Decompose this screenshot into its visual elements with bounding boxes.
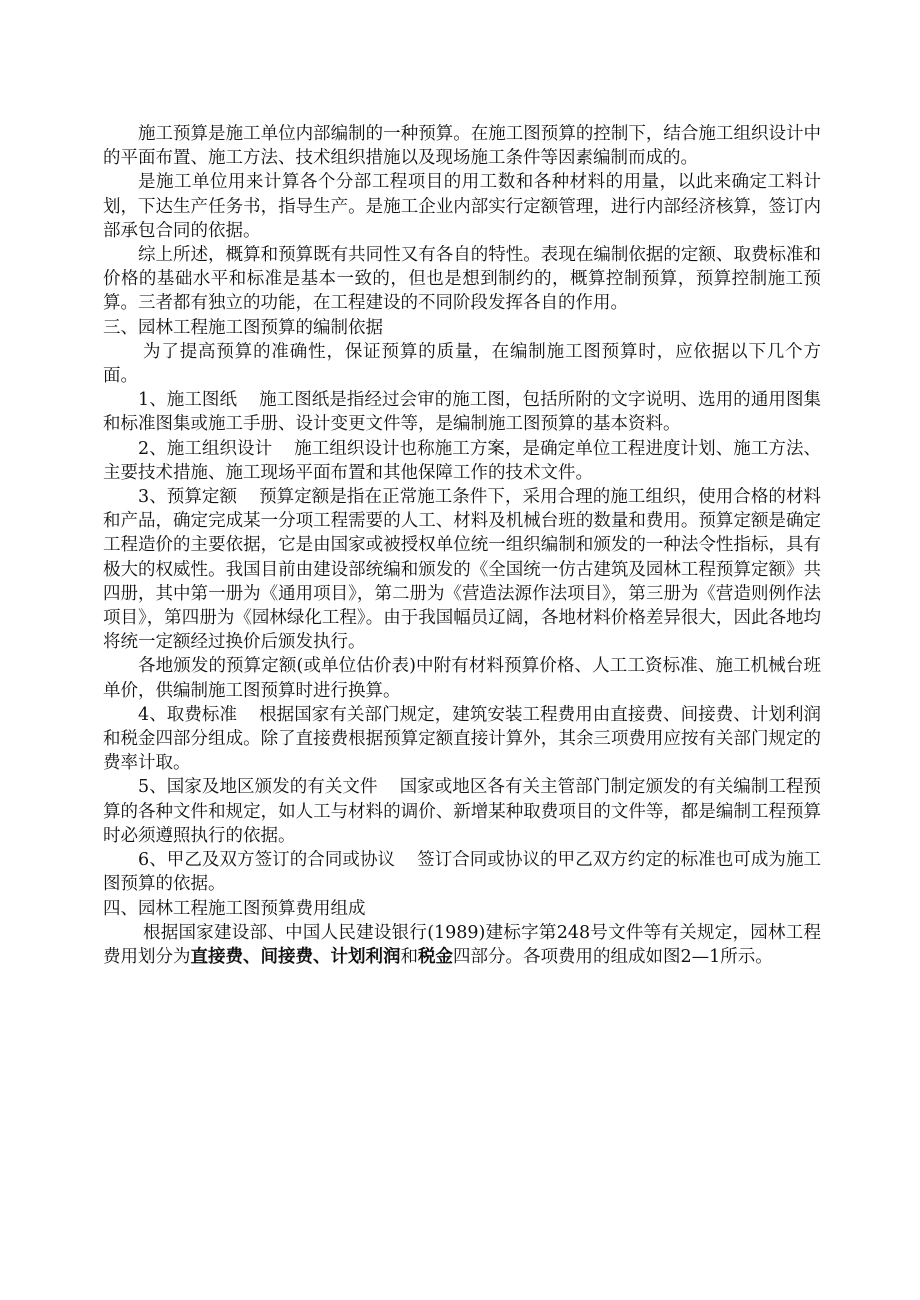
term-direct-cost: 直接费 [190,946,243,967]
list-item-2-text: 施工组织设计也称施工方案，是确定单位工程进度计划、施工方法、主要技术措施、施工现场平面布置和其他保障工作的技术文件。 [103,438,822,483]
list-item-3-text: 预算定额是指在正常施工条件下，采用合理的施工组织，使用合格的材料和产品，确定完成某一分项工程需要的人工、材料及机械台班的数量和费用。预算定额是确定工程造价的主要依据，它是由国家或被授权单位统一组织编制和颁发的一种法令性指标，具有极大的权威性。我国目前由建设部统编和颁发的《全国统一仿古建筑及园林工程预算定额》共四册，其中第一册为《通用项目》，第二册为《营造法源作法项目》，第三册为《营造则例作法项目》，第四册为《园林绿化工程》。由于我国幅员辽阔，各地材料价格差异很大，因此各地均将统一定额经过换价后颁发执行。 [103,487,821,653]
list-item-1-term: 1、施工图纸 [138,390,238,411]
list-item-6 [103,848,821,896]
separator-2: 、 [313,946,331,967]
list-item-5-text: 国家或地区各有关主管部门制定颁发的有关编制工程预算的各种文件和规定，如人工与材料的调价、新增某种取费项目的文件等，都是编制工程预算时必须遵照执行的依据。 [103,777,822,846]
list-item-4 [103,703,821,776]
paragraph-summary: 综上所述，概算和预算既有共同性又有各自的特性。表现在编制依据的定额、取费标准和价格的基础水平和标准是基本一致的，但也是想到制约的，概算控制预算，预算控制施工预算。三者都有独立的功能，在工程建设的不同阶段发挥各自的作用。 [103,245,821,314]
separator-1: 、 [243,946,261,967]
paragraph-construction-budget: 施工预算是施工单位内部编制的一种预算。在施工图预算的控制下，结合施工组织设计中的平面布置、施工方法、技术组织措施以及现场施工条件等因素编制而成的。 [103,124,821,169]
list-item-5-term: 5、国家及地区颁发的有关文件 [138,777,378,798]
list-item-3-term: 3、预算定额 [138,487,238,508]
list-item-1-text: 施工图纸是指经过会审的施工图，包括所附的文字说明、选用的通用图集和标准图集或施工手册、设计变更文件等，是编制施工图预算的基本资料。 [103,390,821,435]
section-heading-4: 四、园林工程施工图预算费用组成 [103,898,366,919]
term-planned-profit: 计划利润 [330,946,401,967]
paragraph-basis-intro: 为了提高预算的准确性，保证预算的质量，在编制施工图预算时，应依据以下几个方面。 [103,341,821,387]
paragraph-cost-composition [103,921,821,969]
list-item-4-term: 4、取费标准 [138,704,238,725]
list-item-5 [103,775,821,848]
conjunction-and: 和 [400,946,418,967]
cost-composition-lead: 根据国家建设部、中国人民建设银行(1989)建标字第248号文件等有关规定，园林工程费用划分为 [103,922,821,967]
list-item-3 [103,485,821,654]
list-item-1 [103,388,821,436]
term-tax: 税金 [418,946,453,967]
paragraph-local-quota: 各地颁发的预算定额(或单位估价表)中附有材料预算价格、人工工资标准、施工机械台班单价，供编制施工图预算时进行换算。 [103,656,821,701]
list-item-2 [103,437,821,485]
cost-composition-tail: 四部分。各项费用的组成如图2—1所示。 [453,946,773,967]
list-item-4-text: 根据国家有关部门规定，建筑安装工程费用由直接费、间接费、计划利润和税金四部分组成。除了直接费根据预算定额直接计算外，其余三项费用应按有关部门规定的费率计取。 [103,704,821,774]
document-page [103,122,821,969]
list-item-6-term: 6、甲乙及双方签订的合同或协议 [138,850,396,871]
term-indirect-cost: 间接费 [260,946,313,967]
paragraph-construction-budget-purpose: 是施工单位用来计算各个分部工程项目的用工数和各种材料的用量，以此来确定工料计划，下达生产任务书，指导生产。是施工企业内部实行定额管理，进行内部经济核算，签订内部承包合同的依据。 [103,172,821,241]
section-heading-3: 三、园林工程施工图预算的编制依据 [103,317,383,338]
list-item-2-term: 2、施工组织设计 [138,438,273,459]
list-item-6-text: 签订合同或协议的甲乙双方约定的标准也可成为施工图预算的依据。 [103,850,822,895]
